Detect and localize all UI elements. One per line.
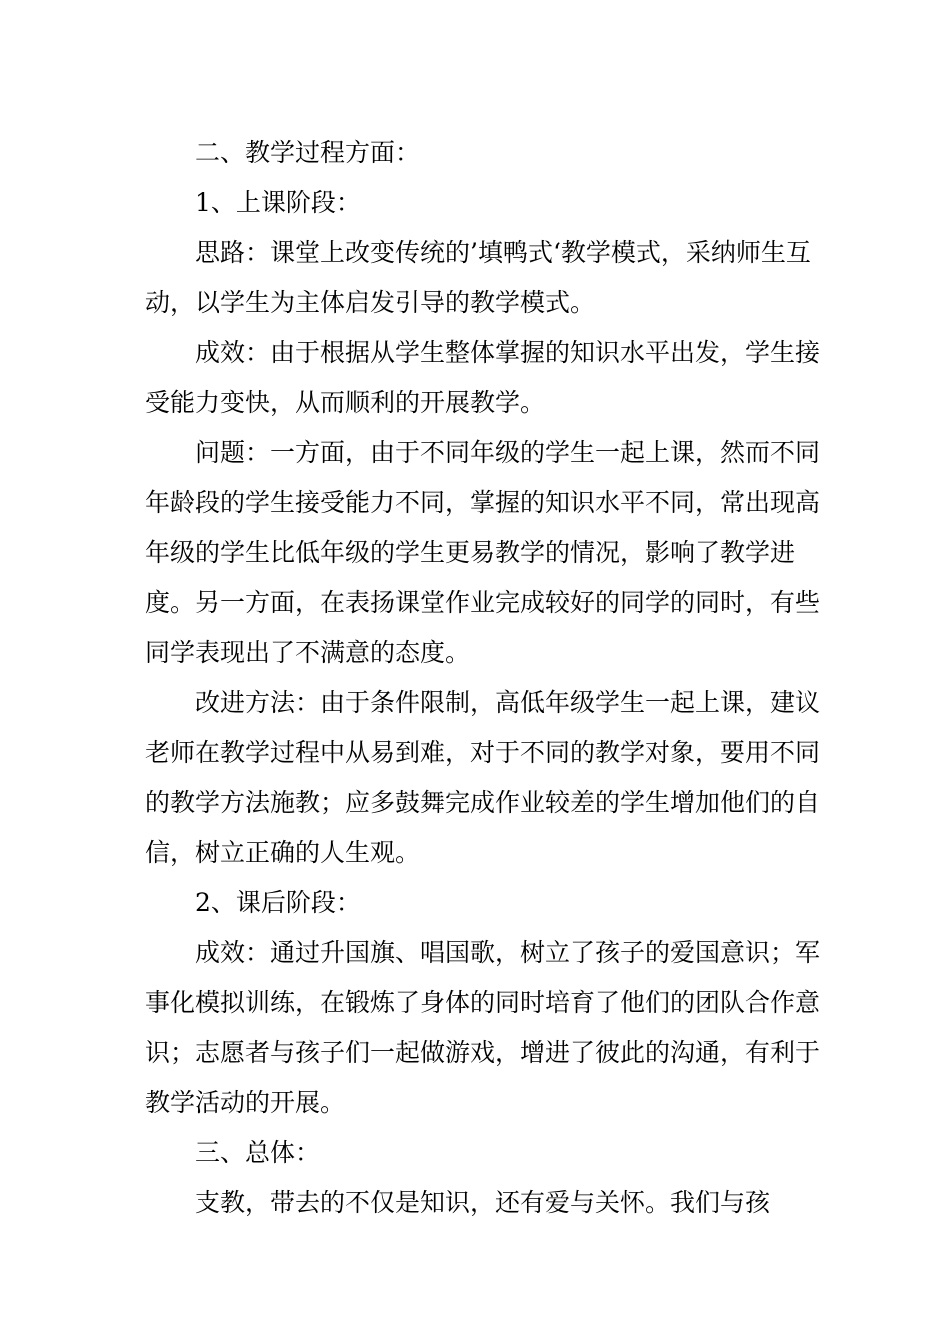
paragraph-approach: 思路：课堂上改变传统的’填鸭式‘教学模式，采纳师生互动，以学生为主体启发引导的教学模式。 bbox=[145, 238, 811, 317]
section-heading-teaching-process: 二、教学过程方面： bbox=[195, 138, 421, 167]
section-heading-overall: 三、总体： bbox=[195, 1138, 321, 1167]
document-body bbox=[145, 128, 825, 1228]
paragraph-results: 成效：由于根据从学生整体掌握的知识水平出发，学生接受能力变快，从而顺利的开展教学。 bbox=[145, 338, 821, 417]
subheading-in-class-stage: 1、上课阶段： bbox=[195, 188, 361, 217]
paragraph-after-class-results: 成效：通过升国旗、唱国歌，树立了孩子的爱国意识；军事化模拟训练，在锻炼了身体的同时培育了他们的团队合作意识；志愿者与孩子们一起做游戏，增进了彼此的沟通，有利于教学活动的开展。 bbox=[145, 938, 821, 1117]
paragraph-overall: 支教，带去的不仅是知识，还有爱与关怀。我们与孩 bbox=[195, 1188, 771, 1217]
paragraph-improvements: 改进方法：由于条件限制，高低年级学生一起上课，建议老师在教学过程中从易到难，对于不同的教学对象，要用不同的教学方法施教；应多鼓舞完成作业较差的学生增加他们的自信，树立正确的人生观。 bbox=[145, 688, 821, 867]
subheading-after-class-stage: 2、课后阶段： bbox=[195, 888, 361, 917]
paragraph-problems: 问题：一方面，由于不同年级的学生一起上课，然而不同年龄段的学生接受能力不同，掌握的知识水平不同，常出现高年级的学生比低年级的学生更易教学的情况，影响了教学进度。另一方面，在表扬课堂作业完成较好的同学的同时，有些同学表现出了不满意的态度。 bbox=[145, 438, 821, 667]
